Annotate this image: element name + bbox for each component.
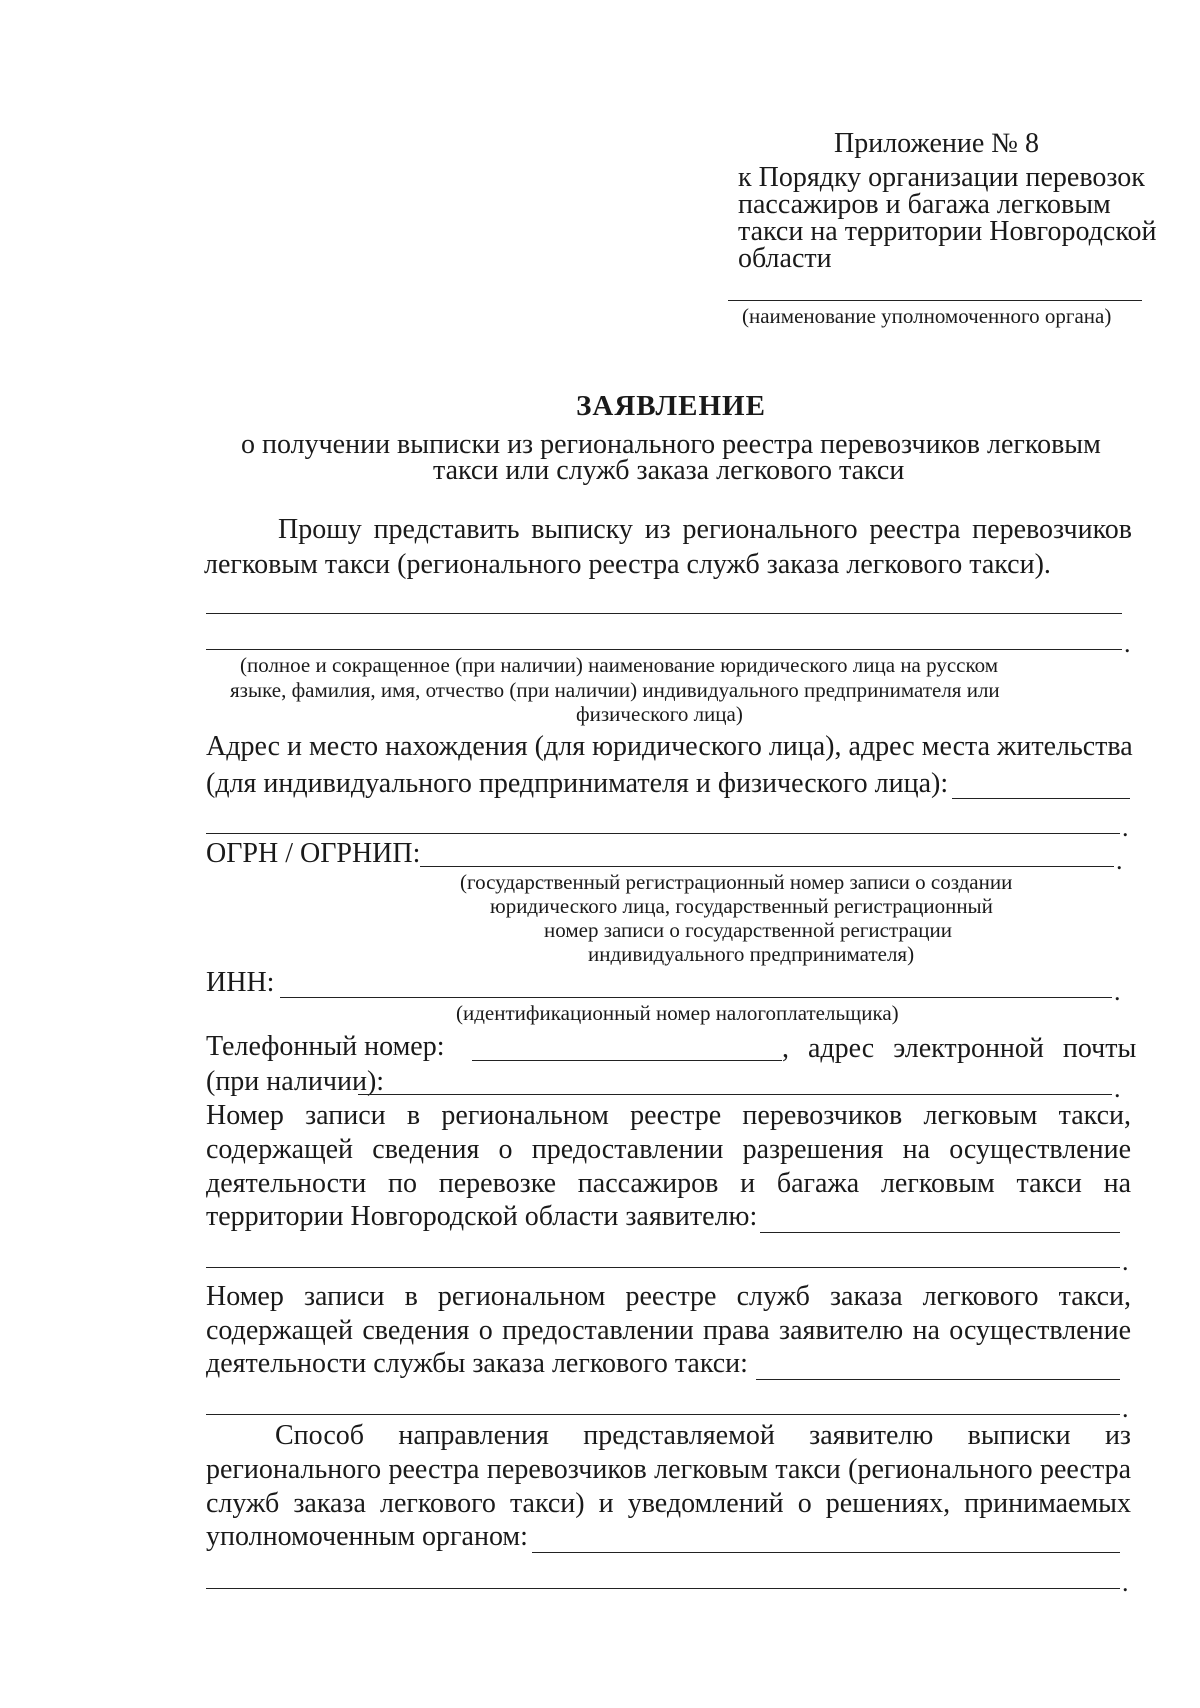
carrier-record-text: Номер записи в региональном реестре перевозчиков легковым такси, [206, 1100, 1131, 1131]
dispatch-record-field[interactable] [756, 1379, 1120, 1380]
applicant-name-field[interactable] [206, 613, 1122, 614]
ogrn-caption: индивидуального предпринимателя) [588, 942, 915, 966]
ogrn-label: ОГРН / ОГРНИП: [206, 838, 421, 869]
dispatch-record-text: деятельности службы заказа легкового такси: [206, 1348, 748, 1379]
delivery-method-field[interactable] [532, 1552, 1120, 1553]
phone-label: Телефонный номер: [206, 1031, 445, 1062]
name-caption: (полное и сокращенное (при наличии) наименование юридического лица на русском [240, 653, 999, 677]
name-caption: языке, фамилия, имя, отчество (при наличии) индивидуального предпринимателя или [230, 678, 1000, 702]
dispatch-record-text: Номер записи в региональном реестре служб заказа легкового такси, [206, 1281, 1131, 1312]
appendix-line: пассажиров и багажа легковым [738, 189, 1111, 220]
carrier-record-field[interactable] [206, 1267, 1120, 1268]
appendix-title: Приложение № 8 [834, 128, 1039, 159]
authority-caption: (наименование уполномоченного органа) [742, 304, 1112, 328]
name-caption: физического лица) [576, 702, 743, 726]
appendix-line: к Порядку организации перевозок [738, 162, 1145, 193]
address-field[interactable] [206, 833, 1120, 834]
delivery-method-field[interactable] [206, 1588, 1120, 1589]
ogrn-caption: номер записи о государственной регистрации [544, 918, 952, 942]
document-subtitle: о получении выписки из регионального реестра перевозчиков легковым [241, 429, 1101, 460]
line-end-dot: . [1114, 1074, 1121, 1103]
dispatch-record-text: содержащей сведения о предоставлении права заявителю на осуществление [206, 1315, 1131, 1346]
request-text: легковым такси (регионального реестра служб заказа легкового такси). [204, 549, 1051, 580]
authority-field-line[interactable] [728, 300, 1142, 301]
line-end-dot: . [1122, 1394, 1129, 1423]
carrier-record-text: деятельности по перевозке пассажиров и багажа легковым такси на [206, 1168, 1131, 1199]
line-end-dot: . [1124, 629, 1131, 658]
email-field[interactable] [358, 1094, 1112, 1095]
inn-caption: (идентификационный номер налогоплательщика) [456, 1001, 899, 1025]
line-end-dot: . [1122, 1247, 1129, 1276]
applicant-name-field[interactable] [206, 649, 1122, 650]
delivery-text: Способ направления представляемой заявителю выписки из [275, 1420, 1131, 1451]
carrier-record-field[interactable] [760, 1232, 1120, 1233]
inn-label: ИНН: [206, 967, 275, 998]
phone-field[interactable] [472, 1060, 782, 1061]
line-end-dot: . [1122, 813, 1129, 842]
ogrn-caption: (государственный регистрационный номер записи о создании [460, 870, 1013, 894]
delivery-text: уполномоченным органом: [206, 1521, 528, 1552]
document-subtitle: такси или служб заказа легкового такси [433, 455, 905, 486]
address-field[interactable] [952, 798, 1130, 799]
document-title: ЗАЯВЛЕНИЕ [576, 390, 766, 422]
ogrn-caption: юридического лица, государственный регистрационный [490, 894, 993, 918]
carrier-record-text: содержащей сведения о предоставлении разрешения на осуществление [206, 1134, 1131, 1165]
dispatch-record-field[interactable] [206, 1414, 1120, 1415]
email-label: , адрес электронной почты [782, 1033, 1137, 1064]
line-end-dot: . [1114, 977, 1121, 1006]
carrier-record-text: территории Новгородской области заявителю: [206, 1201, 758, 1232]
address-text: Адрес и место нахождения (для юридического лица), адрес места жительства [206, 731, 1133, 762]
line-end-dot: . [1122, 1568, 1129, 1597]
appendix-line: области [738, 243, 832, 274]
request-text: Прошу представить выписку из регионального реестра перевозчиков [278, 514, 1132, 545]
delivery-text: регионального реестра перевозчиков легковым такси (регионального реестра [206, 1454, 1131, 1485]
address-text: (для индивидуального предпринимателя и физического лица): [206, 768, 949, 799]
line-end-dot: . [1116, 846, 1123, 875]
email-label-cont: (при наличии): [206, 1066, 385, 1097]
inn-field[interactable] [280, 997, 1112, 998]
appendix-line: такси на территории Новгородской [738, 216, 1157, 247]
delivery-text: служб заказа легкового такси) и уведомлений о решениях, принимаемых [206, 1488, 1131, 1519]
ogrn-field[interactable] [420, 866, 1114, 867]
